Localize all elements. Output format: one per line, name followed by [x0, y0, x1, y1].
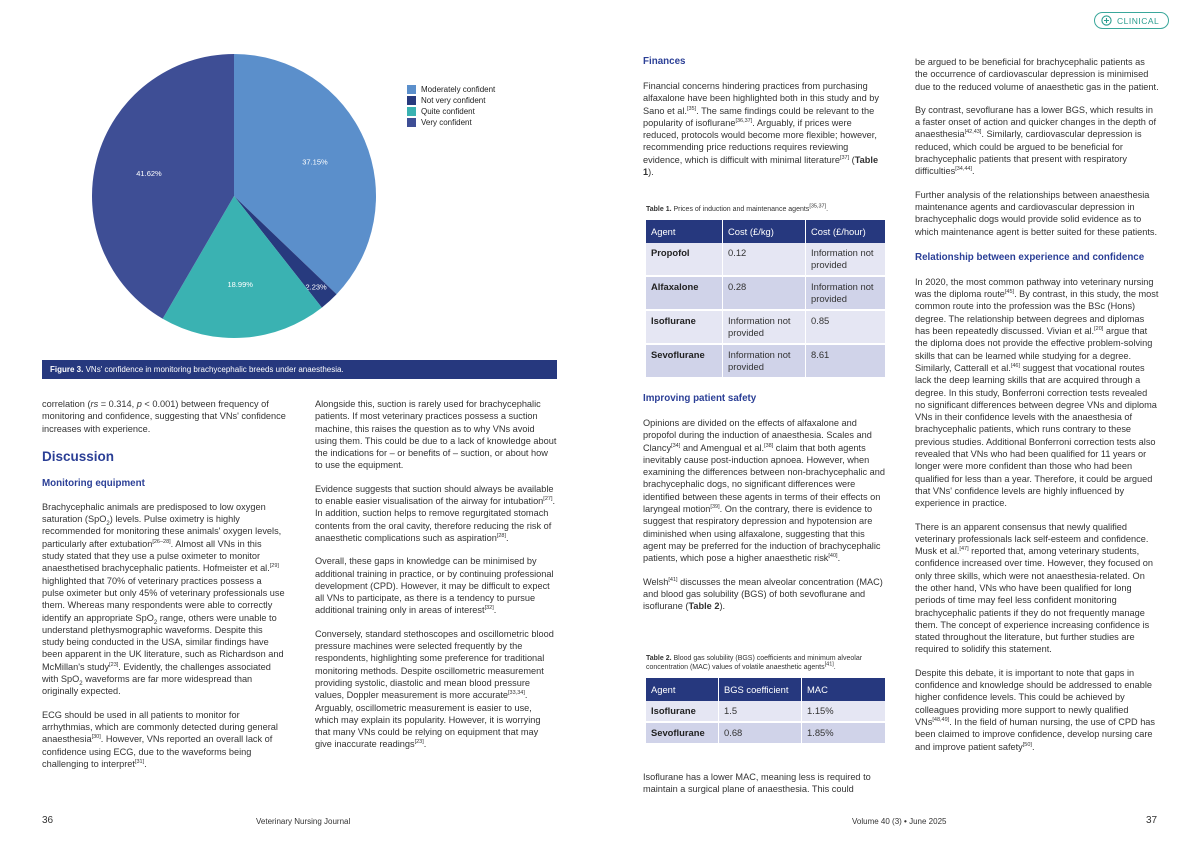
legend-swatch	[407, 118, 416, 127]
right-column-2	[915, 56, 1159, 753]
table-caption: Table 1. Prices of induction and maintenance agents[35,37].	[646, 203, 829, 213]
left-column-1	[42, 398, 286, 781]
pie-slice-label: 18.99%	[227, 279, 253, 289]
subheading-patient-safety: Improving patient safety	[643, 393, 757, 404]
paragraph: Alongside this, suction is rarely used for brachycephalic patients. If most veterinary practices possess a suction machine, this raises the question as to why VNs avoid using them. This could be due to a lack of knowledge about the indications for – or benefits of – suction, or about how to use the equipment.	[315, 399, 557, 471]
figure-3	[42, 46, 557, 383]
table-row	[646, 276, 886, 310]
legend-swatch	[407, 96, 416, 105]
paragraph: Opinions are divided on the effects of alfaxalone and propofol during the induction of anaesthesia. Scales and Clancy[34] and Amengual et al.[38] claim that both agents inevitably cause post-induction apnoea. However, when examining the differences between non-brachycephalic and brachycephalic dogs, no significant differences were identified between these agents in terms of their effects on laryngeal motion[39]. On the contrary, there is evidence to suggest that respiratory depression and hypotension are diminished when using alfaxalone, suggesting that this agent may be preferred for the induction of brachycephalic patients, which pose a higher anaesthetic risk[40].	[643, 418, 885, 564]
data-table	[646, 220, 886, 379]
table-header-row	[646, 678, 886, 701]
legend-item	[407, 95, 495, 106]
table-1	[646, 205, 886, 379]
column-header: BGS coefficient	[719, 678, 802, 701]
legend-label: Quite confident	[421, 107, 475, 116]
paragraph: Despite this debate, it is important to note that gaps in confidence and knowledge should be addressed to enable higher confidence levels. This could be achieved by colleagues providing more support to newly qualified VNs[48,49]. In the field of human nursing, the use of CPD has been claimed to improve confidence, develop nursing care and improve patient safety[50].	[915, 667, 1156, 752]
table-cell: Information not provided	[723, 344, 806, 378]
pie-slice-label: 37.15%	[302, 157, 328, 167]
table-cell: 1.5	[719, 701, 802, 722]
table-row	[646, 344, 886, 378]
table-row	[646, 722, 886, 744]
table-cell: Alfaxalone	[646, 276, 723, 310]
paragraph: Further analysis of the relationships between anaesthesia maintenance agents and cardiovascular depression in brachycephalic dogs would provide solid evidence as to which maintenance agent is better suited for these patients.	[915, 189, 1158, 237]
data-table	[646, 678, 886, 745]
pie-legend	[407, 84, 495, 128]
legend-item	[407, 106, 495, 117]
table-cell: Sevoflurane	[646, 722, 719, 744]
table-cell: Information not provided	[806, 276, 886, 310]
page-number-right: 37	[1146, 815, 1158, 826]
table-cell: Information not provided	[806, 243, 886, 276]
journal-name: Veterinary Nursing Journal	[256, 817, 351, 826]
column-header: Cost (£/hour)	[806, 220, 886, 243]
paragraph: By contrast, sevoflurane has a lower BGS, which results in a faster onset of action and quicker changes in the depth of anaesthesia[42,43]. Similarly, cardiovascular depression is reduced, which could be argued to be beneficial for brachycephalic patients that present with respiratory difficulties[34,44].	[915, 104, 1157, 177]
right-column-1	[643, 56, 886, 178]
paragraph: correlation (rs = 0.314, p < 0.001) between frequency of monitoring and confidence, suggesting that VNs' confidence increases with experience.	[42, 399, 286, 434]
section-badge	[1094, 12, 1169, 29]
paragraph: be argued to be beneficial for brachycephalic patients as the occurrence of cardiovascular depression is minimised due to the reduced volume of anaesthetic gas in the patient.	[915, 57, 1159, 92]
paragraph: Evidence suggests that suction should always be available to enable easier visualisation of the airway for intubation[27]. In addition, suction helps to remove regurgitated stomach contents from the oral cavity, therefore reducing the risk of anaesthetic complications such as aspiration[28].	[315, 483, 556, 543]
legend-item	[407, 117, 495, 128]
table-cell: Isoflurane	[646, 310, 723, 344]
column-header: Cost (£/kg)	[723, 220, 806, 243]
table-cell: 0.68	[719, 722, 802, 744]
table-cell: 0.28	[723, 276, 806, 310]
table-cell: 1.15%	[802, 701, 886, 722]
right-column-1-cont	[643, 393, 886, 612]
section-badge-label: CLINICAL	[1117, 15, 1160, 26]
subheading-relationship: Relationship between experience and confidence	[915, 251, 1145, 263]
table-cell: 8.61	[806, 344, 886, 378]
table-cell: 1.85%	[802, 722, 886, 744]
table-cell: 0.12	[723, 243, 806, 276]
table-caption: Table 2. Blood gas solubility (BGS) coefficients and minimum alveolar concentration (MAC) values of volatile anaesthetic agents[41].	[646, 655, 863, 671]
pie-slice-label: 2.23%	[305, 282, 327, 292]
table-cell: Isoflurane	[646, 701, 719, 722]
column-header: Agent	[646, 678, 719, 701]
table-row	[646, 243, 886, 276]
paragraph: There is an apparent consensus that newly qualified veterinary professionals lack self-esteem and confidence. Musk et al.[47] reported that, among veterinary students, confidence increased over time. However, they focused on only three skills, which were not anaesthesia-related. On the other hand, VNs who have been qualified for long periods of time may feel less confident monitoring brachycephalic patients if they do not frequently manage them. The concept of experience increasing confidence is stated throughout the literature, but further studies are required to solidify this statement.	[915, 521, 1153, 655]
table-header-row	[646, 220, 886, 243]
issue-info: Volume 40 (3) • June 2025	[852, 817, 947, 826]
section-heading-discussion: Discussion	[42, 448, 115, 464]
table-row	[646, 310, 886, 344]
subheading-monitoring: Monitoring equipment	[42, 477, 145, 489]
paragraph: In 2020, the most common pathway into veterinary nursing was the diploma route[45]. By contrast, in this study, the most common route into the profession was the BSc (Hons) degree. The relationship between degrees and diplomas has been repeatedly discussed. Vivian et al.[20] argue that the diploma does not provide the effective problem-solving skills that can be learned while studying for a degree. Similarly, Catterall et al.[46] suggest that vocational routes lack the deep learning skills that are acquired through a degree. In this study, Bonferroni correction tests revealed no significant differences between degree VNs and diploma VNs in their confidence levels with the anaesthesia of brachycephalic patients, which runs contrary to these previous studies. Additional Bonferroni correction tests also revealed that VNs who had been qualified for 11 years or longer were more confident than those who had been qualified for less than a year. Therefore, it could be argued that VNs' confidence levels are highly influenced by experience in practice.	[915, 276, 1159, 509]
pie-chart	[92, 46, 392, 346]
figure-caption-text: VNs' confidence in monitoring brachycephalic breeds under anaesthesia.	[85, 365, 344, 374]
legend-label: Very confident	[421, 118, 472, 127]
paragraph: Isoflurane has a lower MAC, meaning less is required to maintain a surgical plane of anaesthesia. This could	[643, 772, 871, 795]
legend-swatch	[407, 107, 416, 116]
table-cell: Propofol	[646, 243, 723, 276]
legend-item	[407, 84, 495, 95]
figure-caption-label: Figure 3.	[50, 365, 84, 374]
figure-caption	[42, 360, 557, 379]
paragraph: ECG should be used in all patients to monitor for arrhythmias, which are commonly detected during general anaesthesia[30]. However, VNs reported an overall lack of confidence using ECG, due to the waveforms being challenging to interpret[31].	[42, 709, 278, 769]
table-cell: Information not provided	[723, 310, 806, 344]
table-cell: 0.85	[806, 310, 886, 344]
pie-slice-label: 41.62%	[136, 169, 162, 179]
paragraph: Welsh[41] discusses the mean alveolar concentration (MAC) and blood gas solubility (BGS) of both sevoflurane and isoflurane (Table 2).	[643, 576, 883, 612]
table-cell: Sevoflurane	[646, 344, 723, 378]
table-row	[646, 701, 886, 722]
table-2	[646, 654, 886, 745]
paragraph: Conversely, standard stethoscopes and oscillometric blood pressure machines were selected frequently by the respondents, highlighting some preference for traditional monitoring methods. Despite oscillometric measurement providing systolic, diastolic and mean blood pressure values, Doppler measurement is more accurate[33,34]. Arguably, oscillometric measurement is easier to use, which may explain its popularity. However, it is worrying that many VNs could be relying on equipment that may give inaccurate readings[23].	[315, 628, 554, 750]
column-header: MAC	[802, 678, 886, 701]
paragraph: Brachycephalic animals are predisposed to low oxygen saturation (SpO$_2$) levels. Pulse oximetry is highly recommended for monitoring these animals' oxygen levels, particularly after extubation[26–28]. Almost all VNs in this study stated that they use a pulse oximeter to monitor anaesthetised brachycephalic patients. Hofmeister et al.[29] highlighted that 70% of veterinary practices possess a pulse oximeter but only 45% of veterinary professionals use them. Whereas many respondents were able to correctly identify an appropriate SpO$_2$ range, others were unable to understand plethysmographic waveforms. Despite this study being conducted in the USA, similar findings have been apparent in the UK literature, such as Richardson and McMillan's study[23]. Evidently, the challenges associated with SpO$_2$ waveforms are far more widespread than originally expected.	[42, 501, 285, 697]
paragraph: Overall, these gaps in knowledge can be minimised by additional training in practice, or by continuing professional development (CPD). However, it may be difficult to expect all VNs to participate, as there is a tendency to pursue additional training only in areas of interest[32].	[315, 556, 554, 616]
legend-label: Moderately confident	[421, 85, 496, 94]
plus-circle-icon	[1101, 15, 1112, 26]
legend-swatch	[407, 85, 416, 94]
column-header: Agent	[646, 220, 723, 243]
page-number-left: 36	[42, 815, 54, 826]
legend-label: Not very confident	[421, 96, 486, 105]
paragraph: Financial concerns hindering practices from purchasing alfaxalone have been highlighted both in this study and by Sano et al.[35]. The same findings could be relevant to the popularity of isoflurane[36,37]. Arguably, if prices were reduced, protocols would become more flexible; however, recommending price reductions requires reviewing evidence, which is difficult with minimal literature[37] (Table 1).	[643, 81, 879, 178]
left-column-2	[315, 398, 557, 762]
subheading-finances: Finances	[643, 56, 686, 67]
